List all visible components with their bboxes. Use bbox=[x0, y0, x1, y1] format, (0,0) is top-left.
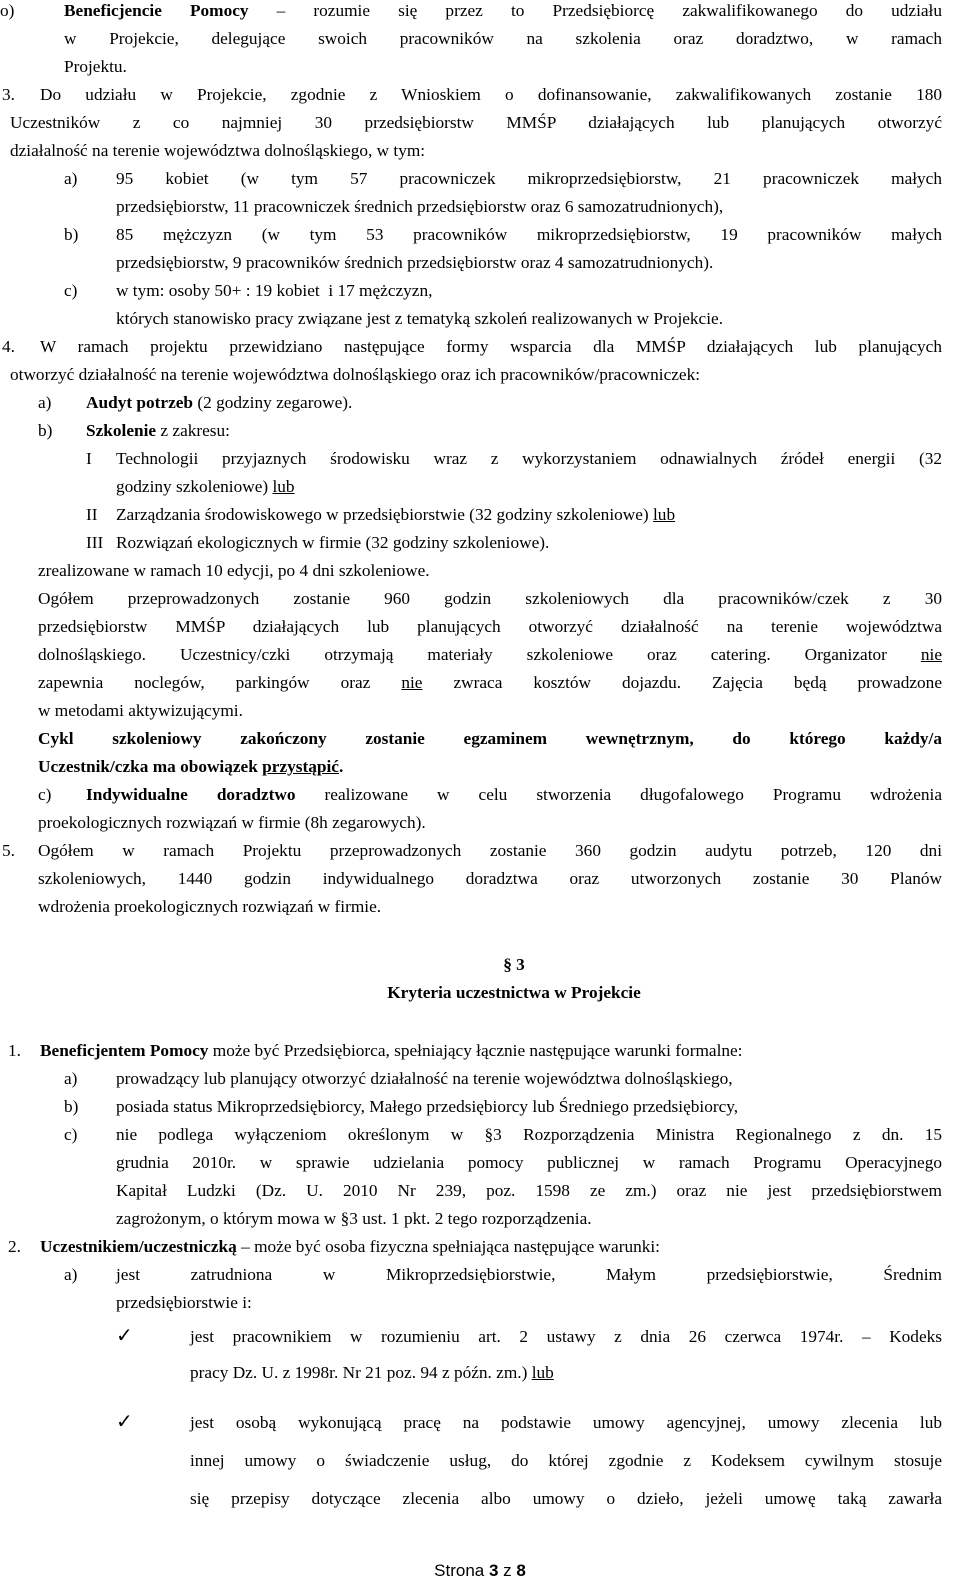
p4-line-1: W ramach projektu przewidziano następujące formy wsparcia dla MMŚP działających lub planujących bbox=[40, 337, 942, 356]
p4-cykl-line-2 bbox=[38, 756, 343, 778]
k2-check2-line-2: innej umowy o świadczenie usług, do której zgodnie z Kodeksem cywilnym stosuje bbox=[190, 1451, 942, 1470]
p4-cykl-line-1: Cykl szkoleniowy zakończony zostanie egzaminem wewnętrznym, do którego każdy/a bbox=[38, 729, 942, 748]
current-page-number: 3 bbox=[488, 1561, 499, 1580]
section-title: Kryteria uczestnictwa w Projekcie bbox=[387, 983, 641, 1002]
section-number: § 3 bbox=[503, 955, 525, 974]
k1-line-1 bbox=[40, 1040, 742, 1062]
k2-check2-line-3: się przepisy dotyczące zlecenia albo umowy o dzieło, jeżeli umowę taką zawarła bbox=[190, 1489, 942, 1508]
list-marker: c) bbox=[38, 785, 52, 804]
p4-ogolem-line-5: w metodami aktywizującymi. bbox=[38, 701, 243, 720]
list-marker: c) bbox=[64, 1125, 78, 1144]
underlined-word: lub bbox=[531, 1363, 554, 1382]
o-item-line-2: w Projekcie, delegujące swoich pracowników na szkolenia oraz doradztwo, w ramach bbox=[64, 29, 942, 48]
paragraph-number: 3. bbox=[2, 85, 15, 104]
paragraph-number: 1. bbox=[8, 1041, 21, 1060]
p4-i-line-2 bbox=[116, 476, 295, 498]
list-marker: b) bbox=[64, 225, 79, 244]
bold-term: Beneficjencie Pomocy bbox=[64, 1, 249, 20]
bold-term: Uczestnikiem/uczestniczką bbox=[40, 1237, 237, 1256]
check-icon: ✓ bbox=[116, 1409, 133, 1433]
p3-c-line-2: których stanowisko pracy związane jest z tematyką szkoleń realizowanych w Projekcie. bbox=[116, 309, 724, 328]
bold-term: Indywidualne doradztwo bbox=[86, 785, 296, 804]
p4-iii-line: Rozwiązań ekologicznych w firmie (32 godziny szkoleniowe). bbox=[116, 533, 550, 552]
text: zwraca kosztów dojazdu. Zajęcia będą prowadzone bbox=[422, 673, 942, 692]
total-pages: 8 bbox=[516, 1561, 526, 1580]
k2-check2-line-1: jest osobą wykonującą pracę na podstawie umowy agencyjnej, umowy zlecenia lub bbox=[190, 1413, 942, 1432]
p4-a-line bbox=[86, 392, 352, 414]
paragraph-number: 4. bbox=[2, 337, 15, 356]
list-marker: a) bbox=[64, 1069, 78, 1088]
p3-b-line-1: 85 mężczyzn (w tym 53 pracowników mikroprzedsiębiorstw, 19 pracowników małych bbox=[116, 225, 942, 244]
k1-c-line-2: grudnia 2010r. w sprawie udzielania pomocy publicznej w ramach Programu Operacyjnego bbox=[116, 1153, 942, 1172]
p4-ogolem-line-1: Ogółem przeprowadzonych zostanie 960 godzin szkoleniowych dla pracowników/czek z 30 bbox=[38, 589, 942, 608]
k2-a-line-1: jest zatrudniona w Mikroprzedsiębiorstwie, Małym przedsiębiorstwie, Średnim bbox=[116, 1265, 942, 1284]
footer-prefix: Strona bbox=[434, 1561, 489, 1580]
bold-term: Audyt potrzeb bbox=[86, 393, 194, 412]
text: z zakresu: bbox=[156, 421, 230, 440]
footer-separator: z bbox=[498, 1561, 517, 1580]
p5-line-3: wdrożenia proekologicznych rozwiązań w firmie. bbox=[38, 897, 382, 916]
p4-c-line-2: proekologicznych rozwiązań w firmie (8h zegarowych). bbox=[38, 813, 426, 832]
text: (2 godziny zegarowe). bbox=[193, 393, 353, 412]
p4-ogolem-line-3 bbox=[38, 644, 942, 666]
roman-marker: II bbox=[86, 505, 98, 524]
page-footer bbox=[0, 1560, 960, 1582]
paragraph-number: 5. bbox=[2, 841, 15, 860]
list-marker: a) bbox=[64, 1265, 78, 1284]
p4-c-line-1 bbox=[86, 784, 942, 806]
k1-c-line-3: Kapitał Ludzki (Dz. U. 2010 Nr 239, poz. 1598 ze zm.) oraz nie jest przedsiębiorstwem bbox=[116, 1181, 942, 1200]
p4-i-line-1: Technologii przyjaznych środowisku wraz z wykorzystaniem odnawialnych źródeł energii (32 bbox=[116, 449, 942, 468]
k1-c-line-4: zagrożonym, o którym mowa w §3 ust. 1 pkt. 2 tego rozporządzenia. bbox=[116, 1209, 592, 1228]
text: – rozumie się przez to Przedsiębiorcę zakwalifikowanego do udziału bbox=[248, 1, 943, 20]
list-marker: c) bbox=[64, 281, 78, 300]
p4-zrealizowane: zrealizowane w ramach 10 edycji, po 4 dni szkoleniowe. bbox=[38, 561, 430, 580]
text: realizowane w celu stworzenia długofalowego Programu wdrożenia bbox=[295, 785, 942, 804]
roman-marker: I bbox=[86, 449, 92, 468]
underlined-word: nie bbox=[401, 673, 423, 692]
k1-c-line-1: nie podlega wyłączeniom określonym w §3 Rozporządzenia Ministra Regionalnego z dn. 15 bbox=[116, 1125, 942, 1144]
underlined-word: przystąpić bbox=[262, 757, 339, 776]
o-item-line-3: Projektu. bbox=[64, 57, 127, 76]
text: . bbox=[338, 757, 344, 776]
p3-line-3: działalność na terenie województwa dolnośląskiego, w tym: bbox=[10, 141, 426, 160]
list-marker: a) bbox=[64, 169, 78, 188]
p4-ogolem-line-2: przedsiębiorstw MMŚP działających lub planujących otworzyć działalność na terenie województwa bbox=[38, 617, 942, 636]
p4-ii-line bbox=[116, 504, 675, 526]
p4-line-2: otworzyć działalność na terenie województwa dolnośląskiego oraz ich pracowników/pracowniczek: bbox=[10, 365, 701, 384]
p5-line-1: Ogółem w ramach Projektu przeprowadzonych zostanie 360 godzin audytu potrzeb, 120 dni bbox=[38, 841, 942, 860]
p3-a-line-1: 95 kobiet (w tym 57 pracowniczek mikroprzedsiębiorstw, 21 pracowniczek małych bbox=[116, 169, 942, 188]
k1-b-line: posiada status Mikroprzedsiębiorcy, Małego przedsiębiorcy lub Średniego przedsiębiorcy, bbox=[116, 1097, 739, 1116]
o-item-line-1 bbox=[64, 0, 942, 22]
paragraph-number: 2. bbox=[8, 1237, 21, 1256]
text: zapewnia noclegów, parkingów oraz bbox=[38, 673, 402, 692]
bold-term: Beneficjentem Pomocy bbox=[40, 1041, 209, 1060]
k1-a-line: prowadzący lub planujący otworzyć działalność na terenie województwa dolnośląskiego, bbox=[116, 1069, 733, 1088]
p3-a-line-2: przedsiębiorstw, 11 pracowniczek średnich przedsiębiorstw oraz 6 samozatrudnionych), bbox=[116, 197, 724, 216]
p3-b-line-2: przedsiębiorstw, 9 pracowników średnich przedsiębiorstw oraz 4 samozatrudnionych). bbox=[116, 253, 714, 272]
underlined-word: nie bbox=[920, 645, 942, 664]
k2-check1-line-2 bbox=[190, 1362, 554, 1384]
list-marker: a) bbox=[38, 393, 52, 412]
text: Uczestnik/czka ma obowiązek bbox=[38, 757, 263, 776]
p3-line-1: Do udziału w Projekcie, zgodnie z Wnioskiem o dofinansowanie, zakwalifikowanych zostanie 180 bbox=[40, 85, 942, 104]
roman-marker: III bbox=[86, 533, 104, 552]
text: pracy Dz. U. z 1998r. Nr 21 poz. 94 z późn. zm.) bbox=[190, 1363, 532, 1382]
text: może być Przedsiębiorca, spełniający łącznie następujące warunki formalne: bbox=[208, 1041, 743, 1060]
check-icon: ✓ bbox=[116, 1323, 133, 1347]
p5-line-2: szkoleniowych, 1440 godzin indywidualnego doradztwa oraz utworzonych zostanie 30 Planów bbox=[38, 869, 942, 888]
underlined-word: lub bbox=[653, 505, 676, 524]
text: Zarządzania środowiskowego w przedsiębiorstwie (32 godziny szkoleniowe) bbox=[116, 505, 653, 524]
p3-c-line-1: w tym: osoby 50+ : 19 kobiet i 17 mężczyzn, bbox=[116, 281, 433, 300]
list-marker: o) bbox=[0, 1, 15, 20]
p4-ogolem-line-4 bbox=[38, 672, 942, 694]
text: – może być osoba fizyczna spełniająca następujące warunki: bbox=[236, 1237, 660, 1256]
k2-check1-line-1: jest pracownikiem w rozumieniu art. 2 ustawy z dnia 26 czerwca 1974r. – Kodeks bbox=[190, 1327, 942, 1346]
k2-a-line-2: przedsiębiorstwie i: bbox=[116, 1293, 252, 1312]
text: dolnośląskiego. Uczestnicy/czki otrzymają materiały szkoleniowe oraz catering. Organizator bbox=[38, 645, 921, 664]
list-marker: b) bbox=[38, 421, 53, 440]
underlined-word: lub bbox=[272, 477, 295, 496]
bold-term: Szkolenie bbox=[86, 421, 157, 440]
k2-line-1 bbox=[40, 1236, 660, 1258]
text: godziny szkoleniowe) bbox=[116, 477, 273, 496]
p3-line-2: Uczestników z co najmniej 30 przedsiębiorstw MMŚP działających lub planujących otworzyć bbox=[10, 113, 942, 132]
list-marker: b) bbox=[64, 1097, 79, 1116]
p4-b-line bbox=[86, 420, 230, 442]
